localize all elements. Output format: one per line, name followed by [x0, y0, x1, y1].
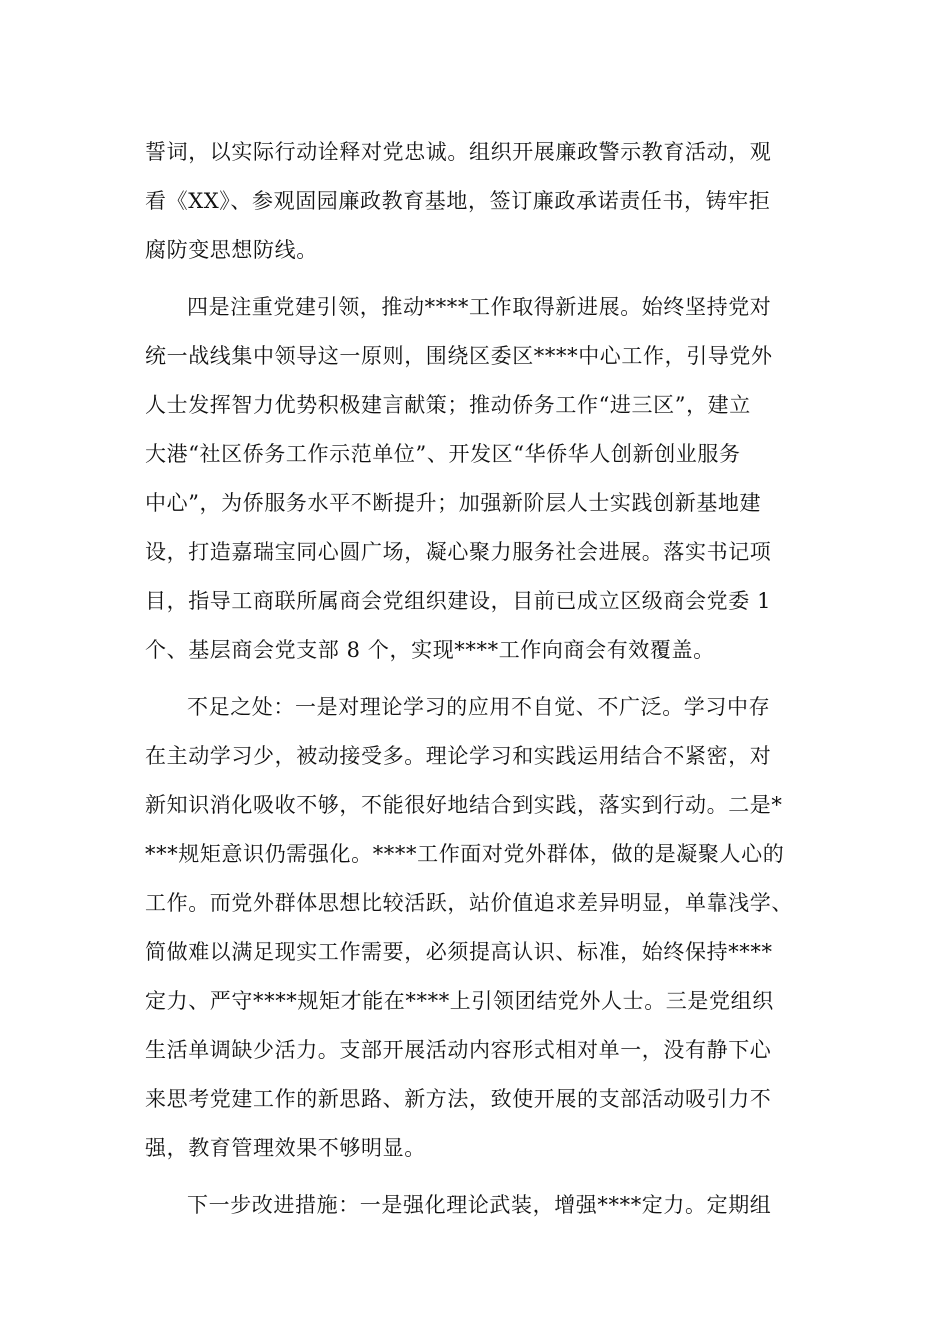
text-line: 大港“社区侨务工作示范单位”、开发区“华侨华人创新创业服务: [145, 442, 741, 466]
text-line: 工作。而党外群体思想比较活跃，站价值追求差异明显，单靠浅学、: [145, 891, 793, 915]
text-line: 设，打造嘉瑞宝同心圆广场，凝心聚力服务社会进展。落实书记项: [145, 540, 772, 564]
text-line: 人士发挥智力优势积极建言献策；推动侨务工作“进三区”，建立: [145, 393, 751, 417]
text-line: 中心”，为侨服务水平不断提升；加强新阶层人士实践创新基地建: [145, 491, 762, 515]
text-line: 腐防变思想防线。: [145, 238, 318, 262]
text-line: 生活单调缺少活力。支部开展活动内容形式相对单一，没有静下心: [145, 1038, 772, 1062]
text-line: 来思考党建工作的新思路、新方法，致使开展的支部活动吸引力不: [145, 1087, 772, 1111]
paragraph-start-line: 四是注重党建引领，推动****工作取得新进展。始终坚持党对: [187, 295, 772, 319]
text-line: 强，教育管理效果不够明显。: [145, 1136, 426, 1160]
text-line: 新知识消化吸收不够，不能很好地结合到实践，落实到行动。二是*: [145, 793, 783, 817]
text-line: ***规矩意识仍需强化。****工作面对党外群体，做的是凝聚人心的: [145, 842, 785, 866]
text-line: 定力、严守****规矩才能在****上引领团结党外人士。三是党组织: [145, 989, 774, 1013]
paragraph-start-line: 不足之处：一是对理论学习的应用不自觉、不广泛。学习中存: [187, 695, 771, 719]
paragraph-start-line: 下一步改进措施：一是强化理论武装，增强****定力。定期组: [187, 1193, 772, 1217]
text-line: 个、基层商会党支部 8 个，实现****工作向商会有效覆盖。: [145, 638, 715, 662]
text-line: 看《XX》、参观固园廉政教育基地，签订廉政承诺责任书，铸牢拒: [145, 189, 771, 213]
text-line: 简做难以满足现实工作需要，必须提高认识、标准，始终保持****: [145, 940, 773, 964]
text-line: 誓词，以实际行动诠释对党忠诚。组织开展廉政警示教育活动，观: [145, 140, 772, 164]
text-line: 统一战线集中领导这一原则，围绕区委区****中心工作，引导党外: [145, 344, 773, 368]
text-line: 目，指导工商联所属商会党组织建设，目前已成立区级商会党委 1: [145, 589, 772, 613]
text-line: 在主动学习少，被动接受多。理论学习和实践运用结合不紧密，对: [145, 744, 772, 768]
document-body: [145, 128, 815, 1230]
